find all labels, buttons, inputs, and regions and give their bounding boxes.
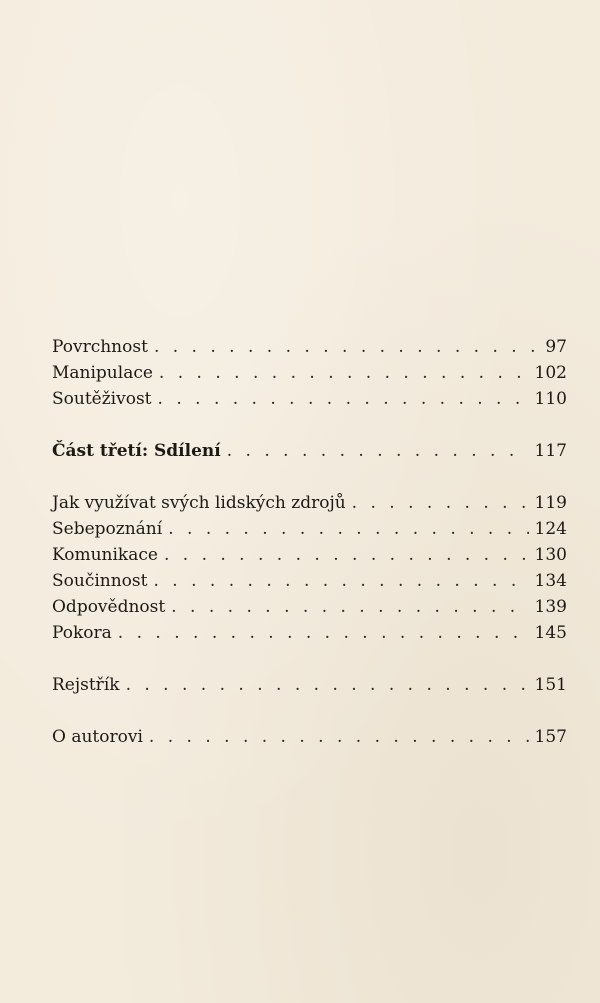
spacer: [52, 698, 567, 724]
toc-entry-page: 139: [534, 597, 567, 617]
toc-entry: [52, 516, 567, 542]
toc-entry: [52, 620, 567, 646]
toc-entry: [52, 568, 567, 594]
leader-dots: [171, 594, 528, 620]
toc-entry-label: Rejstřík: [52, 675, 120, 695]
toc-entry-page: 151: [534, 675, 567, 695]
toc-entry-page: 117: [534, 441, 567, 461]
toc-entry: [52, 334, 567, 360]
leader-dots: [352, 490, 529, 516]
toc-entry-label: Součinnost: [52, 571, 148, 591]
toc-entry-label: Odpovědnost: [52, 597, 166, 617]
toc-entry-page: 110: [534, 389, 567, 409]
toc-entry: [52, 490, 567, 516]
leader-dots: [168, 516, 528, 542]
toc-entry-page: 130: [534, 545, 567, 565]
spacer: [52, 646, 567, 672]
toc-entry-label: Jak využívat svých lidských zdrojů: [52, 493, 346, 513]
toc-part-label: Část třetí: Sdílení: [52, 441, 221, 461]
spacer: [52, 412, 567, 438]
toc-entry-page: 119: [534, 493, 567, 513]
toc-entry-label: Povrchnost: [52, 337, 148, 357]
toc-entry-label: Pokora: [52, 623, 112, 643]
leader-dots: [154, 334, 539, 360]
leader-dots: [149, 724, 529, 750]
toc-entry-label: Sebepoznání: [52, 519, 163, 539]
toc-part-heading: [52, 438, 567, 464]
toc-entry-label: O autorovi: [52, 727, 143, 747]
leader-dots: [118, 620, 529, 646]
toc-entry-label: Komunikace: [52, 545, 158, 565]
toc-entry-label: Manipulace: [52, 363, 153, 383]
toc-entry-page: 102: [534, 363, 567, 383]
toc-entry: [52, 542, 567, 568]
toc-entry-page: 134: [534, 571, 567, 591]
toc-entry-page: 97: [545, 337, 567, 357]
toc-entry: [52, 386, 567, 412]
leader-dots: [126, 672, 529, 698]
toc-entry: [52, 594, 567, 620]
toc-entry-label: Soutěživost: [52, 389, 152, 409]
leader-dots: [153, 568, 528, 594]
leader-dots: [227, 438, 529, 464]
toc-entry: [52, 360, 567, 386]
spacer: [52, 464, 567, 490]
leader-dots: [164, 542, 529, 568]
toc-entry-page: 145: [534, 623, 567, 643]
toc-entry: [52, 672, 567, 698]
toc-entry: [52, 724, 567, 750]
toc-entry-page: 124: [534, 519, 567, 539]
table-of-contents: [52, 334, 567, 750]
leader-dots: [158, 386, 529, 412]
toc-entry-page: 157: [534, 727, 567, 747]
leader-dots: [159, 360, 529, 386]
